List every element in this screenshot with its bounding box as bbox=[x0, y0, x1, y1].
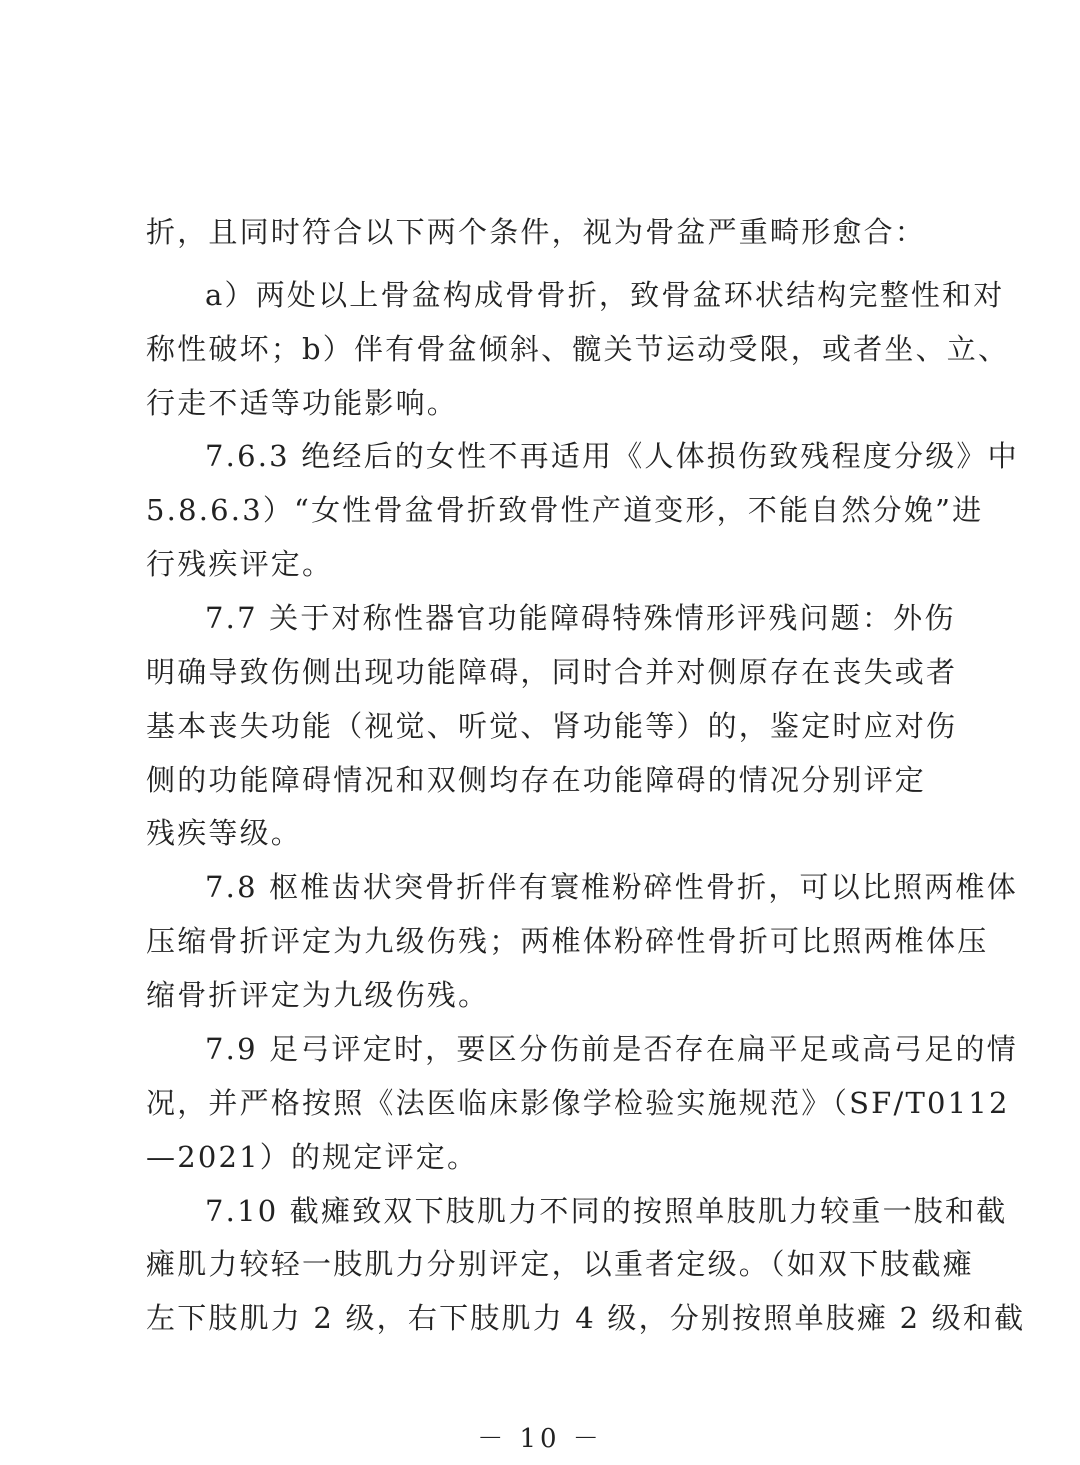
text-line: 7.6.3 绝经后的女性不再适用《人体损伤致残程度分级》中 bbox=[205, 439, 1019, 473]
text-line: 行走不适等功能影响。 bbox=[146, 386, 459, 420]
text-line: 7.10 截瘫致双下肢肌力不同的按照单肢肌力较重一肢和截 bbox=[205, 1194, 1008, 1228]
text-line: 折，且同时符合以下两个条件，视为骨盆严重畸形愈合： bbox=[146, 215, 927, 249]
text-line: 况，并严格按照《法医临床影像学检验实施规范》（SF/T0112 bbox=[146, 1086, 1010, 1120]
text-line: 7.9 足弓评定时，要区分伤前是否存在扁平足或高弓足的情 bbox=[205, 1032, 1018, 1066]
text-line: 缩骨折评定为九级伤残。 bbox=[146, 978, 490, 1012]
text-line: 行残疾评定。 bbox=[146, 547, 334, 581]
text-line: 压缩骨折评定为九级伤残；两椎体粉碎性骨折可比照两椎体压 bbox=[146, 924, 989, 958]
text-line: 残疾等级。 bbox=[146, 816, 303, 850]
text-line: 7.8 枢椎齿状突骨折伴有寰椎粉碎性骨折，可以比照两椎体 bbox=[205, 870, 1018, 904]
text-line: 瘫肌力较轻一肢肌力分别评定，以重者定级。（如双下肢截瘫 bbox=[146, 1247, 974, 1281]
text-line: 基本丧失功能（视觉、听觉、肾功能等）的，鉴定时应对伤 bbox=[146, 709, 958, 743]
text-line: 7.7 关于对称性器官功能障碍特殊情形评残问题：外伤 bbox=[205, 601, 956, 635]
text-line: a）两处以上骨盆构成骨骨折，致骨盆环状结构完整性和对 bbox=[205, 278, 1005, 312]
text-line: 左下肢肌力 2 级，右下肢肌力 4 级，分别按照单肢瘫 2 级和截 bbox=[146, 1301, 1026, 1335]
text-line: 明确导致伤侧出现功能障碍，同时合并对侧原存在丧失或者 bbox=[146, 655, 958, 689]
page-number: － 10 － bbox=[477, 1424, 603, 1454]
text-line: 5.8.6.3）“女性骨盆骨折致骨性产道变形，不能自然分娩”进 bbox=[146, 493, 984, 527]
text-line: 侧的功能障碍情况和双侧均存在功能障碍的情况分别评定 bbox=[146, 763, 927, 797]
text-line: 称性破坏；b）伴有骨盆倾斜、髋关节运动受限，或者坐、立、 bbox=[146, 332, 1010, 366]
text-line: —2021）的规定评定。 bbox=[146, 1140, 479, 1174]
